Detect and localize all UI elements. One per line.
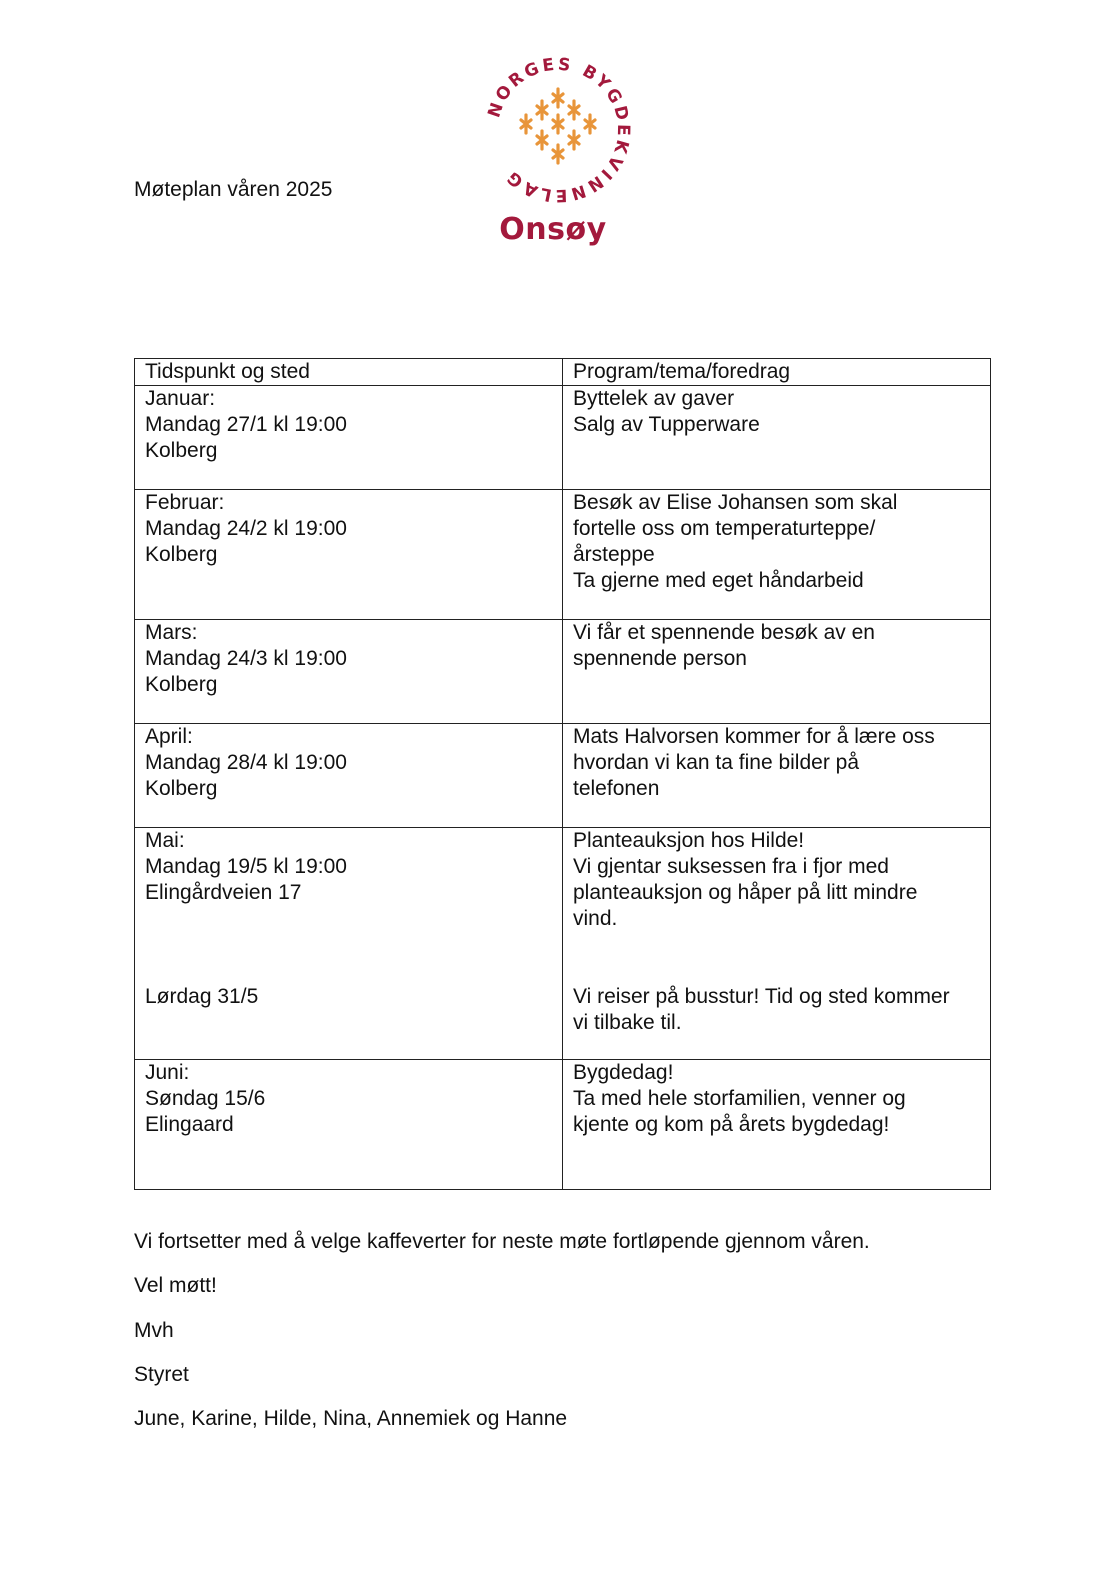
cell-line: planteauksjon og håper på litt mindre: [573, 881, 918, 904]
cell-line: Vi får et spennende besøk av en: [573, 621, 875, 644]
table-row: [135, 620, 991, 724]
cell-line: Vi gjentar suksessen fra i fjor med: [573, 855, 889, 878]
meeting-schedule-table: [134, 358, 991, 1190]
cell-line: Mandag 19/5 kl 19:00: [145, 855, 347, 878]
board-members: June, Karine, Hilde, Nina, Annemiek og Hanne: [134, 1407, 568, 1430]
cell-line: Januar:: [145, 387, 216, 410]
cell-line: Mandag 24/3 kl 19:00: [145, 647, 347, 670]
cell-line: spennende person: [573, 647, 747, 670]
logo-ring-text: NORGES BYGDEKVINNELAG: [484, 54, 634, 206]
cell-line: Mandag 24/2 kl 19:00: [145, 517, 347, 540]
cell-line: Ta med hele storfamilien, venner og: [573, 1087, 906, 1110]
table-row: [135, 386, 991, 490]
cell-line: Ta gjerne med eget håndarbeid: [573, 569, 864, 592]
cell-line: vind.: [573, 907, 618, 930]
logo-emblem: [478, 50, 638, 210]
bygdekvinnelag-logo: [478, 50, 643, 260]
cell-line: Juni:: [145, 1061, 190, 1084]
program-cell: [563, 828, 991, 1060]
when-cell: [135, 620, 563, 724]
cell-line: vi tilbake til.: [573, 1011, 682, 1034]
cell-line: Salg av Tupperware: [573, 413, 760, 436]
cell-line: Februar:: [145, 491, 225, 514]
spacer: [145, 906, 552, 932]
document-title: Møteplan våren 2025: [134, 178, 333, 201]
cell-line: telefonen: [573, 777, 660, 800]
signature: Styret: [134, 1363, 189, 1386]
cell-line: fortelle oss om temperaturteppe/: [573, 517, 876, 540]
when-cell: [135, 490, 563, 620]
logo-name: Onsøy: [499, 212, 607, 247]
column-header: Program/tema/foredrag: [563, 359, 991, 386]
cell-line: Vi reiser på busstur! Tid og sted kommer: [573, 985, 950, 1008]
cell-line: Mai:: [145, 829, 185, 852]
cell-line: Besøk av Elise Johansen som skal: [573, 491, 898, 514]
cell-line: kjente og kom på årets bygdedag!: [573, 1113, 890, 1136]
table-row: [135, 828, 991, 1060]
program-cell: [563, 386, 991, 490]
when-cell: [135, 724, 563, 828]
spacer: [573, 932, 980, 984]
cell-line: Mats Halvorsen kommer for å lære oss: [573, 725, 935, 748]
cell-line: Mars:: [145, 621, 198, 644]
closing: Mvh: [134, 1319, 174, 1342]
cell-line: Søndag 15/6: [145, 1087, 266, 1110]
table-row: [135, 724, 991, 828]
program-cell: [563, 490, 991, 620]
cell-line: April:: [145, 725, 193, 748]
coffee-hosts-note: Vi fortsetter med å velge kaffeverter for neste møte fortløpende gjennom våren.: [134, 1230, 870, 1253]
cell-line: årsteppe: [573, 543, 655, 566]
program-cell: [563, 620, 991, 724]
table-header-row: [135, 359, 991, 386]
when-cell: [135, 1060, 563, 1190]
cell-line: Byttelek av gaver: [573, 387, 735, 410]
cell-line: Planteauksjon hos Hilde!: [573, 829, 805, 852]
table-row: [135, 1060, 991, 1190]
cell-line: hvordan vi kan ta fine bilder på: [573, 751, 860, 774]
table-row: [135, 490, 991, 620]
when-cell: [135, 828, 563, 1060]
when-cell: [135, 386, 563, 490]
greeting: Vel møtt!: [134, 1274, 217, 1297]
cell-line: Bygdedag!: [573, 1061, 674, 1084]
cell-line: Elingaard: [145, 1113, 234, 1136]
column-header: Tidspunkt og sted: [135, 359, 563, 386]
spacer: [145, 932, 552, 984]
cell-line: Kolberg: [145, 673, 218, 696]
cell-line: Elingårdveien 17: [145, 881, 302, 904]
wheat-icon: [521, 89, 595, 163]
cell-line: Kolberg: [145, 439, 218, 462]
cell-line: Kolberg: [145, 777, 218, 800]
program-cell: [563, 1060, 991, 1190]
cell-line: Mandag 28/4 kl 19:00: [145, 751, 347, 774]
cell-line: Kolberg: [145, 543, 218, 566]
cell-line: Lørdag 31/5: [145, 985, 259, 1008]
cell-line: Mandag 27/1 kl 19:00: [145, 413, 347, 436]
program-cell: [563, 724, 991, 828]
